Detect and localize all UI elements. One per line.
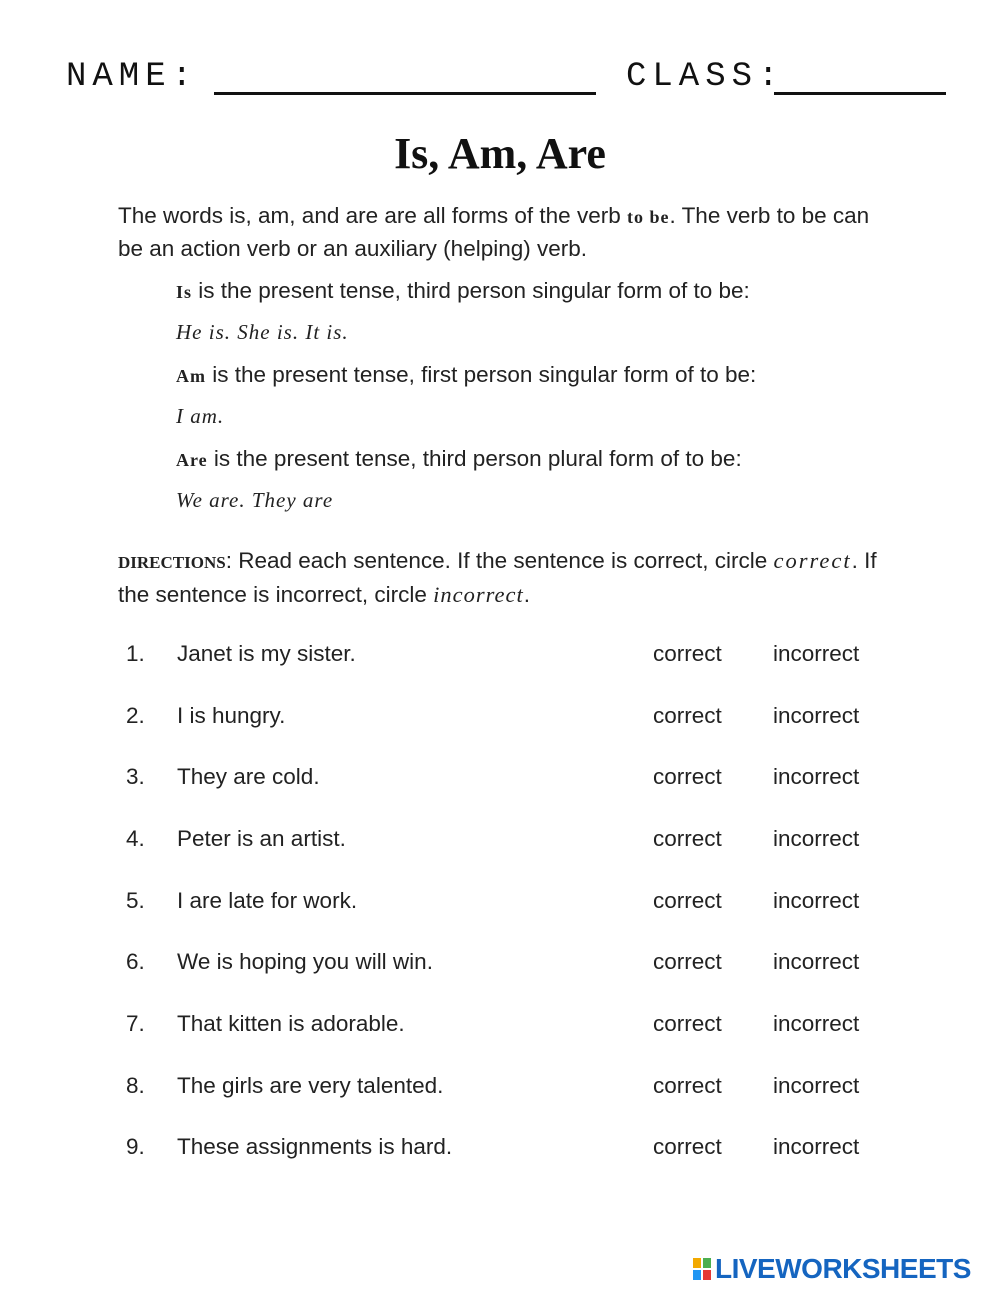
definition-am: Am is the present tense, first person singular form of to be: — [176, 362, 757, 387]
question-row — [0, 826, 1000, 856]
option-incorrect[interactable]: incorrect — [773, 1011, 860, 1036]
option-incorrect[interactable]: incorrect — [773, 764, 860, 789]
question-sentence: I are late for work. — [177, 888, 358, 913]
question-row — [0, 703, 1000, 733]
question-number: 3. — [126, 764, 145, 789]
question-row — [0, 764, 1000, 794]
option-incorrect[interactable]: incorrect — [773, 703, 860, 728]
option-incorrect[interactable]: incorrect — [773, 949, 860, 974]
question-sentence: Janet is my sister. — [177, 641, 356, 666]
class-field[interactable] — [774, 92, 946, 95]
option-correct[interactable]: correct — [653, 888, 722, 913]
liveworksheets-logo-icon — [693, 1258, 711, 1280]
option-incorrect[interactable]: incorrect — [773, 641, 860, 666]
question-number: 9. — [126, 1134, 145, 1159]
name-class-header — [66, 58, 956, 102]
option-correct[interactable]: correct — [653, 1011, 722, 1036]
option-correct[interactable]: correct — [653, 1134, 722, 1159]
option-correct[interactable]: correct — [653, 641, 722, 666]
question-number: 4. — [126, 826, 145, 851]
question-number: 8. — [126, 1073, 145, 1098]
directions-label: DIRECTIONS — [118, 553, 226, 572]
page-title: Is, Am, Are — [394, 129, 606, 178]
option-incorrect[interactable]: incorrect — [773, 1134, 860, 1159]
option-correct[interactable]: correct — [653, 826, 722, 851]
option-incorrect[interactable]: incorrect — [773, 888, 860, 913]
question-sentence: I is hungry. — [177, 703, 286, 728]
question-sentence: We is hoping you will win. — [177, 949, 433, 974]
question-sentence: Peter is an artist. — [177, 826, 346, 851]
name-label: NAME: — [66, 58, 199, 96]
intro-paragraph: The words is, am, and are are all forms of the verb to be. The verb to be can be an action verb or an auxiliary (helping) verb. — [118, 203, 870, 261]
definition-is: Is is the present tense, third person singular form of to be: — [176, 278, 750, 303]
question-sentence: That kitten is adorable. — [177, 1011, 405, 1036]
question-row — [0, 888, 1000, 918]
option-incorrect[interactable]: incorrect — [773, 1073, 860, 1098]
question-number: 1. — [126, 641, 145, 666]
example-is: He is. She is. It is. — [176, 320, 349, 344]
question-row — [0, 1011, 1000, 1041]
question-sentence: They are cold. — [177, 764, 320, 789]
question-row — [0, 641, 1000, 671]
question-row — [0, 1073, 1000, 1103]
name-field[interactable] — [214, 92, 596, 95]
option-correct[interactable]: correct — [653, 703, 722, 728]
question-number: 7. — [126, 1011, 145, 1036]
class-label: CLASS: — [626, 58, 785, 96]
logo-square — [693, 1270, 701, 1280]
question-row — [0, 949, 1000, 979]
question-number: 6. — [126, 949, 145, 974]
liveworksheets-logo[interactable] — [693, 1254, 971, 1284]
question-row — [0, 1134, 1000, 1164]
logo-square — [703, 1270, 711, 1280]
verb-to-be: to be — [626, 207, 670, 227]
definition-are: Are is the present tense, third person plural form of to be: — [176, 446, 742, 471]
question-sentence: These assignments is hard. — [177, 1134, 453, 1159]
option-correct[interactable]: correct — [653, 1073, 722, 1098]
directions: DIRECTIONS: Read each sentence. If the sentence is correct, circle correct. If the sentence is incorrect, circle incorrect. — [118, 548, 877, 607]
logo-text: LIVEWORKSHEETS — [715, 1253, 971, 1284]
question-number: 2. — [126, 703, 145, 728]
logo-square — [703, 1258, 711, 1268]
question-number: 5. — [126, 888, 145, 913]
example-am: I am. — [176, 404, 225, 428]
option-correct[interactable]: correct — [653, 764, 722, 789]
question-sentence: The girls are very talented. — [177, 1073, 444, 1098]
example-are: We are. They are — [176, 488, 334, 512]
logo-square — [693, 1258, 701, 1268]
option-incorrect[interactable]: incorrect — [773, 826, 860, 851]
option-correct[interactable]: correct — [653, 949, 722, 974]
